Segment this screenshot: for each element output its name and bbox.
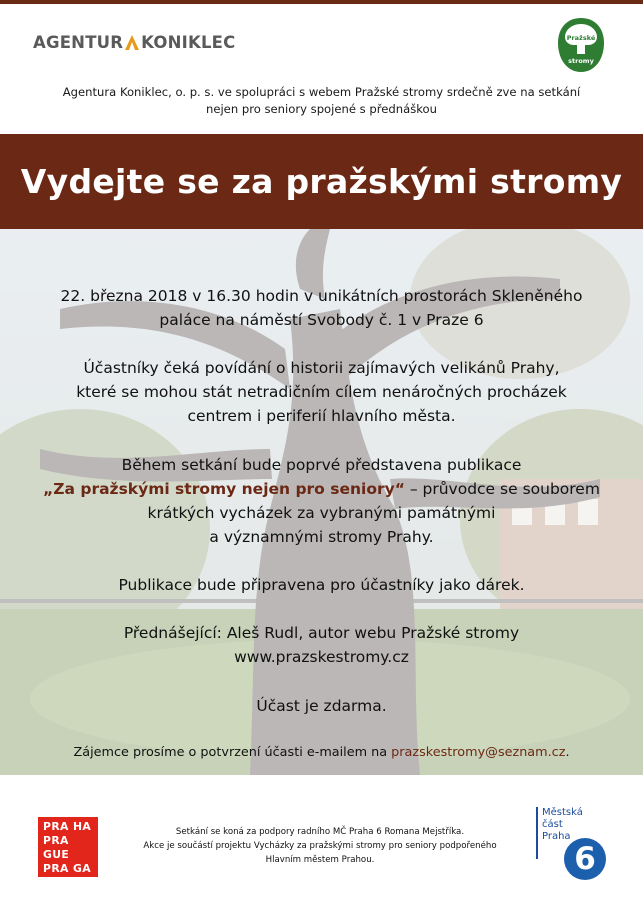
publication-line-1: Během setkání bude poprvé představena publikace	[121, 456, 522, 474]
intro-paragraph	[0, 356, 643, 428]
page-title: Vydejte se za pražskými stromy	[20, 162, 623, 201]
intro-line-2: nejen pro seniory spojené s přednáškou	[205, 102, 437, 116]
footer-line-1: Setkání se koná za podpory radního MČ Praha 6 Romana Mejstříka.	[175, 827, 465, 837]
website-text: www.prazskestromy.cz	[234, 648, 409, 666]
svg-text:Pražské: Pražské	[566, 34, 596, 42]
intro-p-line-2: které se mohou stát netradičním cílem nenáročných procházek	[76, 383, 567, 401]
rsvp-paragraph	[0, 741, 643, 765]
agentura-koniklec-logo	[33, 33, 235, 52]
publication-line-4: a významnými stromy Prahy.	[209, 528, 434, 546]
praha-6-logo	[536, 807, 608, 879]
intro-text	[0, 84, 643, 118]
praha-logo-line-1: PRA HA	[43, 820, 92, 833]
p6-line-2: část	[542, 819, 563, 830]
intro-p-line-1: Účastníky čeká povídání o historii zajímavých velikánů Prahy,	[83, 359, 560, 377]
p6-line-3: Praha	[542, 831, 571, 842]
intro-line-1: Agentura Koniklec, o. p. s. ve spolupráci s webem Pražské stromy srdečně zve na setkání	[62, 85, 581, 99]
gift-paragraph: Publikace bude připravena pro účastníky jako dárek.	[118, 576, 525, 594]
footer-line-3: Hlavním městem Prahou.	[265, 855, 375, 865]
koniklec-flower-icon	[124, 34, 140, 51]
p6-number-badge: 6	[564, 838, 606, 880]
lecturer-paragraph	[0, 621, 643, 669]
intro-p-line-3: centrem i periferií hlavního města.	[187, 407, 456, 425]
date-line-2: paláce na náměstí Svobody č. 1 v Praze 6	[159, 311, 484, 329]
title-banner	[0, 134, 643, 229]
prazske-stromy-logo	[555, 16, 607, 74]
free-entry-paragraph: Účast je zdarma.	[256, 697, 387, 715]
publication-paragraph	[0, 453, 643, 549]
praha-6-logo-text	[542, 807, 583, 843]
publication-line-2: – průvodce se souborem	[404, 480, 600, 498]
rsvp-end: .	[565, 745, 570, 760]
date-line-1: 22. března 2018 v 16.30 hodin v unikátních prostorách Skleněného	[60, 287, 583, 305]
footer-note	[110, 825, 530, 867]
event-date-paragraph	[0, 284, 643, 332]
publication-line-3: krátkých vycházek za vybranými památnými	[147, 504, 496, 522]
publication-title: „Za pražskými stromy nejen pro seniory“	[43, 480, 405, 498]
event-details	[0, 229, 643, 775]
footer-line-2: Akce je součástí projektu Vycházky za pražskými stromy pro seniory podpořeného	[143, 841, 497, 851]
praha-logo-line-3: PRA GA	[43, 862, 91, 875]
svg-text:stromy: stromy	[568, 57, 594, 65]
top-accent-bar	[0, 0, 643, 4]
logo-text-agentura: AGENTUR	[33, 33, 124, 52]
rsvp-text: Zájemce prosíme o potvrzení účasti e-mailem na	[73, 745, 392, 760]
lecturer-line: Přednášející: Aleš Rudl, autor webu Pražské stromy	[123, 624, 520, 642]
praha-logo-line-4: PRA G	[43, 876, 83, 889]
p6-line-1: Městská	[542, 807, 583, 818]
logo-text-koniklec: KONIKLEC	[141, 33, 236, 52]
praha-city-logo	[38, 817, 98, 889]
praha-logo-line-2: PRA GUE	[43, 834, 70, 861]
rsvp-email-link[interactable]: prazskestromy@seznam.cz	[391, 745, 566, 760]
praha-6-logo-line	[536, 807, 538, 859]
